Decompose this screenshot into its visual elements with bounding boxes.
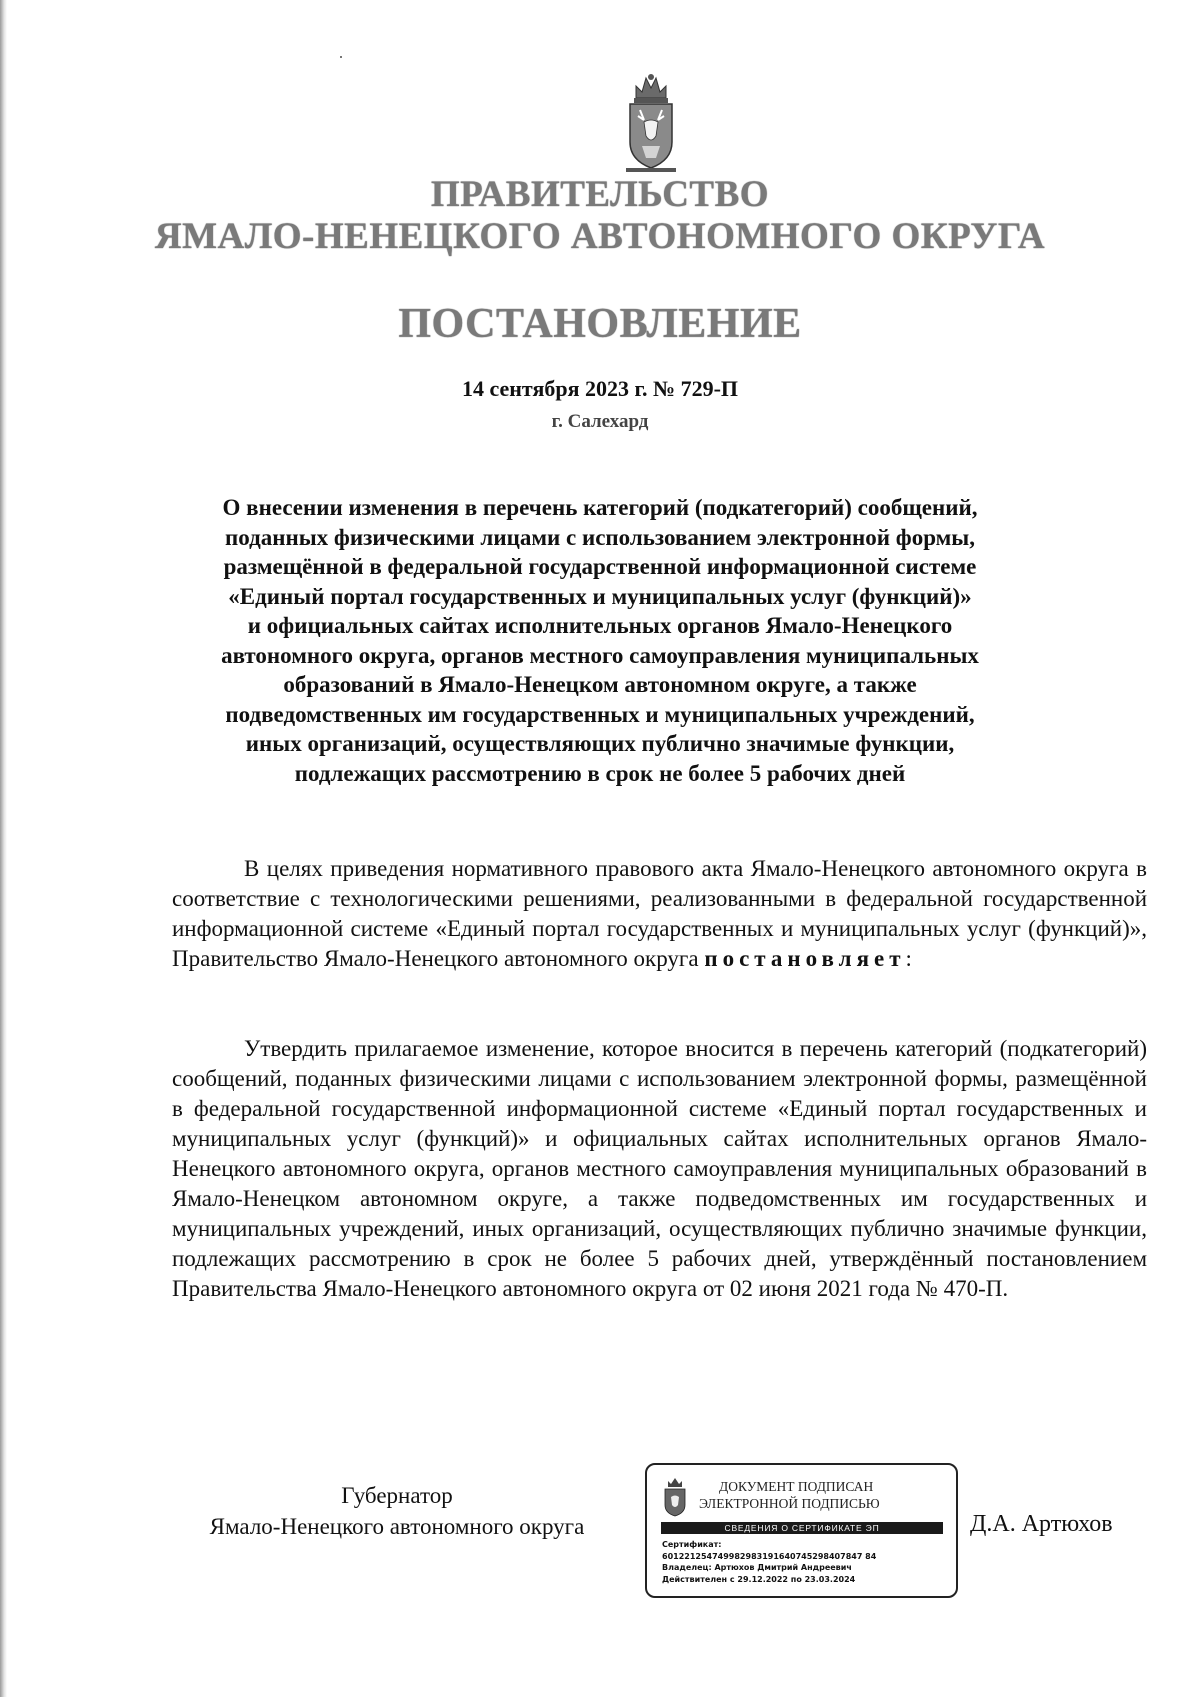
date-and-number: 14 сентября 2023 г. № 729-П (461, 376, 739, 401)
stamp-heading (699, 1478, 949, 1512)
title-line: «Единый портал государственных и муниципальных услуг (функций)» (228, 583, 972, 609)
title-line: автономного округа, органов местного самоуправления муниципальных (221, 642, 979, 668)
preamble-text: В целях приведения нормативного правового акта Ямало-Ненецкого автономного округа в соответствие с технологическими решениями, реализованными в федеральной государственной информационной системе «Единый портал государственных и муниципальных услуг (функций)», Правительство Ямало-Ненецкого автономного округа (172, 856, 1147, 971)
preamble-paragraph (172, 854, 1147, 974)
title-line: подлежащих рассмотрению в срок не более 5 рабочих дней (294, 760, 906, 786)
stamp-heading-line1: ДОКУМЕНТ ПОДПИСАН (719, 1479, 874, 1494)
stamp-heading-line2: ЭЛЕКТРОННОЙ ПОДПИСЬЮ (699, 1496, 880, 1511)
title-line: О внесении изменения в перечень категорий (подкатегорий) сообщений, (222, 495, 978, 520)
preamble-colon: : (905, 946, 912, 971)
certificate-number: 601221254749982983191640745298407847 84 (662, 1551, 877, 1561)
certificate-details (662, 1539, 876, 1585)
decree-title (160, 493, 1040, 788)
scan-speck (340, 56, 342, 58)
city: г. Салехард (551, 411, 649, 432)
signatory-name: Д.А. Артюхов (970, 1511, 1113, 1537)
document-type-title: ПОСТАНОВЛЕНИЕ (398, 301, 802, 347)
title-line: и официальных сайтах исполнительных органов Ямало-Ненецкого (247, 613, 953, 638)
certificate-info-bar: СВЕДЕНИЯ О СЕРТИФИКАТЕ ЭП (661, 1522, 943, 1534)
stamp-coat-of-arms-icon (662, 1477, 688, 1517)
title-line: образований в Ямало-Ненецком автономном округе, а также (283, 672, 917, 697)
resolves-keyword: постановляет (704, 946, 906, 971)
certificate-label: Сертификат: (662, 1540, 722, 1549)
position-line2: Ямало-Ненецкого автономного округа (209, 1514, 585, 1539)
signatory-position (172, 1480, 622, 1542)
electronic-signature-stamp (645, 1463, 958, 1598)
title-line: поданных физическими лицами с использованием электронной формы, (224, 524, 976, 550)
government-name-line2: ЯМАЛО-НЕНЕЦКОГО АВТОНОМНОГО ОКРУГА (154, 216, 1046, 257)
title-line: размещённой в федеральной государственной информационной системе (223, 554, 977, 579)
title-line: иных организаций, осуществляющих публично значимые функции, (245, 731, 955, 756)
title-line: подведомственных им государственных и муниципальных учреждений, (225, 701, 975, 727)
certificate-validity: Действителен с 29.12.2022 по 23.03.2024 (662, 1574, 856, 1584)
government-name-line1: ПРАВИТЕЛЬСТВО (430, 174, 770, 215)
position-line1: Губернатор (341, 1483, 453, 1508)
coat-of-arms-icon (622, 72, 680, 174)
certificate-owner: Владелец: Артюхов Дмитрий Андреевич (662, 1563, 852, 1572)
operative-paragraph: Утвердить прилагаемое изменение, которое вносится в перечень категорий (подкатегорий) сообщений, поданных физическими лицами с использованием электронной формы, размещённой в федеральной государственной информационной системе «Единый портал государственных и муниципальных услуг (функций)» и официальных сайтах исполнительных органов Ямало-Ненецкого автономного округа, органов местного самоуправления муниципальных образований в Ямало-Ненецком автономном округе, а также подведомственных им государственных и муниципальных учреждений, иных организаций, осуществляющих публично значимые функции, подлежащих рассмотрению в срок не более 5 рабочих дней, утверждённый постановлением Правительства Ямало-Ненецкого автономного округа от 02 июня 2021 года № 470-П. (172, 1036, 1147, 1301)
